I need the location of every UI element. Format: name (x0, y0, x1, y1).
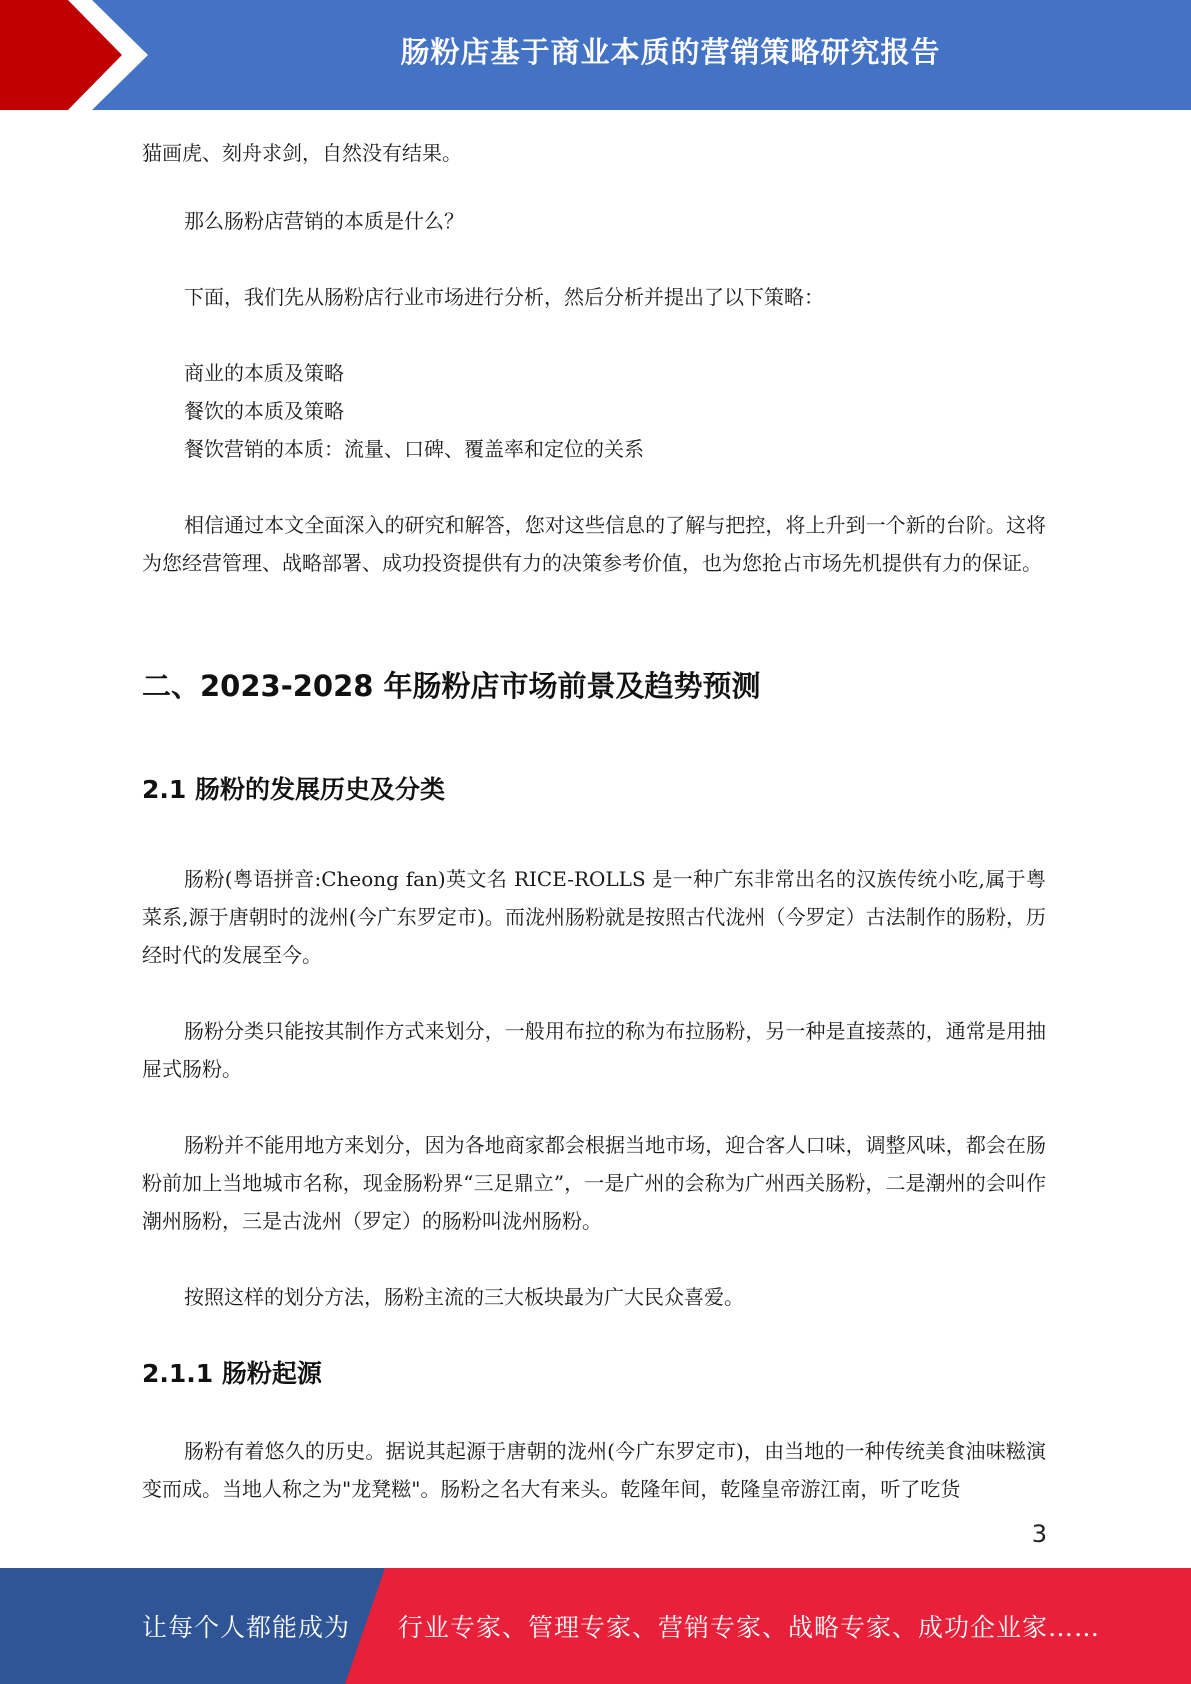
list-item: 商业的本质及策略 (184, 361, 344, 385)
page-footer (0, 1568, 1191, 1684)
paragraph-intro-tail: 猫画虎、刻舟求剑，自然没有结果。 (142, 141, 462, 165)
page-header (0, 0, 1191, 110)
section-heading-forecast: 二、2023-2028 年肠粉店市场前景及趋势预测 (142, 669, 761, 703)
list-item: 餐饮营销的本质：流量、口碑、覆盖率和定位的关系 (184, 437, 644, 461)
subsection-heading-history: 2.1 肠粉的发展历史及分类 (142, 775, 445, 804)
header-chevron-decoration (0, 0, 160, 110)
page-number: 3 (1031, 1520, 1047, 1548)
paragraph-history-2: 肠粉分类只能按其制作方式来划分，一般用布拉的称为布拉肠粉，另一种是直接蒸的，通常是用抽屉式肠粉。 (142, 1019, 1046, 1081)
list-item: 餐饮的本质及策略 (184, 399, 344, 423)
paragraph-plan: 下面，我们先从肠粉店行业市场进行分析，然后分析并提出了以下策略： (184, 285, 824, 309)
paragraph-history-1: 肠粉(粤语拼音:Cheong fan)英文名 RICE-ROLLS 是一种广东非常出名的汉族传统小吃,属于粤菜系,源于唐朝时的泷州(今广东罗定市)。而泷州肠粉就是按照古代泷州（今罗定）古法制作的肠粉，历经时代的发展至今。 (142, 867, 1046, 967)
footer-slogan-left: 让每个人都能成为 (142, 1613, 351, 1642)
paragraph-history-3: 肠粉并不能用地方来划分，因为各地商家都会根据当地市场，迎合客人口味，调整风味，都会在肠粉前加上当地城市名称，现金肠粉界“三足鼎立”，一是广州的会称为广州西关肠粉，二是潮州的会叫作潮州肠粉，三是古泷州（罗定）的肠粉叫泷州肠粉。 (142, 1133, 1046, 1233)
footer-slogan-right: 行业专家、管理专家、营销专家、战略专家、成功企业家…… (398, 1613, 1101, 1642)
subsubsection-heading-origin: 2.1.1 肠粉起源 (142, 1359, 322, 1388)
paragraph-origin: 肠粉有着悠久的历史。据说其起源于唐朝的泷州(今广东罗定市)，由当地的一种传统美食油味糍演变而成。当地人称之为"龙凳糍"。肠粉之名大有来头。乾隆年间，乾隆皇帝游江南，听了吃货 (142, 1439, 1046, 1501)
paragraph-history-4: 按照这样的划分方法，肠粉主流的三大板块最为广大民众喜爱。 (184, 1285, 744, 1309)
report-title: 肠粉店基于商业本质的营销策略研究报告 (400, 34, 941, 69)
paragraph-question: 那么肠粉店营销的本质是什么？ (184, 209, 464, 233)
paragraph-belief: 相信通过本文全面深入的研究和解答，您对这些信息的了解与把控，将上升到一个新的台阶。这将为您经营管理、战略部署、成功投资提供有力的决策参考价值，也为您抢占市场先机提供有力的保证。 (142, 513, 1046, 575)
